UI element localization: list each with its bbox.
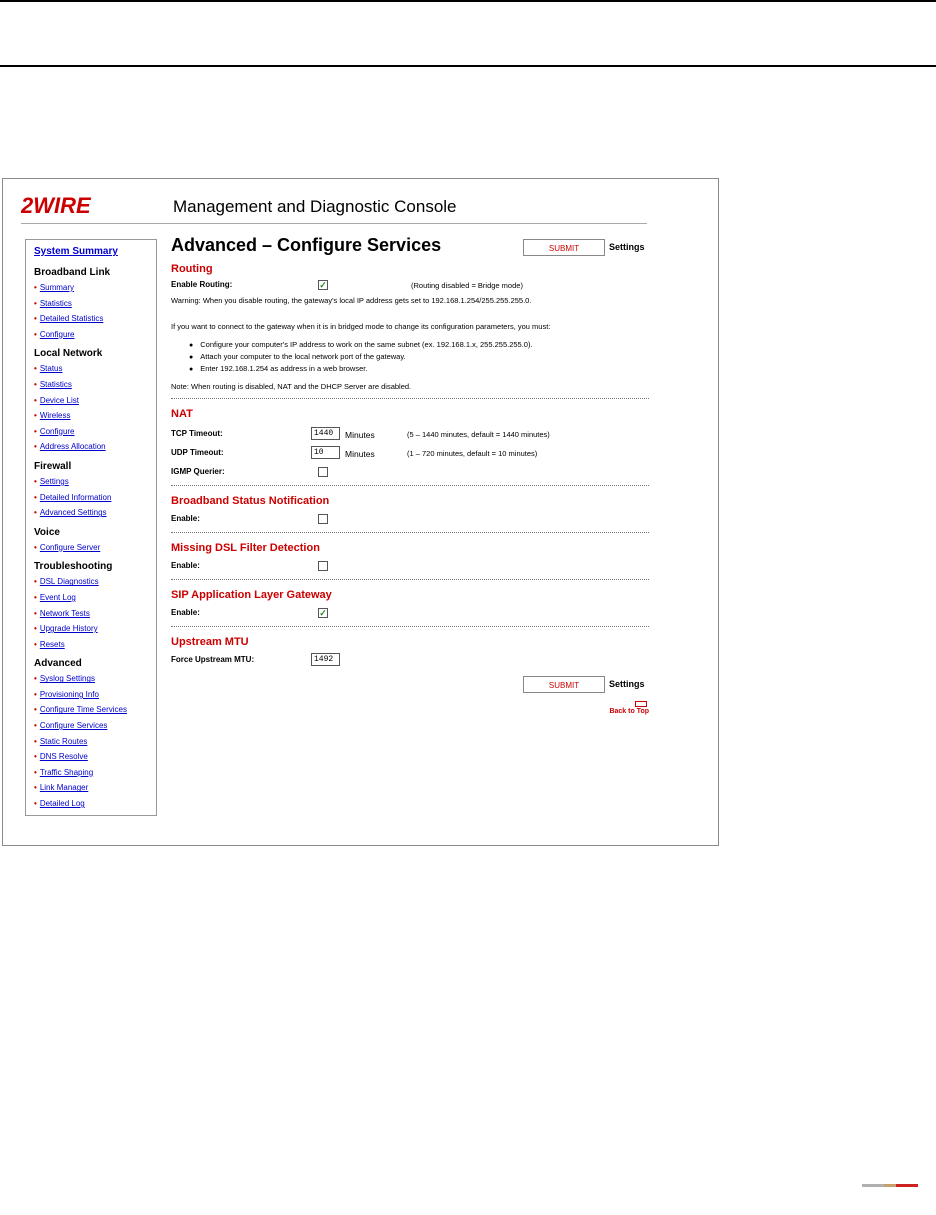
sip-alg-checkbox[interactable]: ✓	[319, 608, 327, 618]
sidebar-item-link[interactable]: Static Routes	[39, 736, 88, 746]
sidebar-item-link[interactable]: Advanced Settings	[39, 508, 107, 518]
sidebar-item-link[interactable]: Event Log	[39, 592, 76, 602]
section-divider	[171, 398, 649, 399]
sidebar-item	[34, 377, 156, 393]
sidebar-section-title: Troubleshooting	[34, 561, 113, 573]
sidebar-item-link[interactable]: Statistics	[39, 379, 72, 389]
bullet-icon: •	[34, 752, 37, 762]
sidebar-item-link[interactable]: Summary	[39, 283, 75, 292]
upstream-mtu-label: Force Upstream MTU:	[171, 655, 255, 664]
broadband-notification-heading: Broadband Status Notification	[171, 495, 330, 507]
bullet-icon: •	[34, 542, 37, 552]
sidebar-item	[34, 424, 156, 440]
bullet-icon: •	[34, 767, 37, 777]
enable-routing-checkbox[interactable]: ✓	[319, 280, 327, 290]
bullet-icon: •	[34, 426, 37, 436]
nat-heading: NAT	[171, 408, 193, 420]
sidebar-section-title: Broadband Link	[34, 267, 111, 278]
section-divider	[171, 485, 649, 486]
sidebar-item	[34, 702, 156, 718]
tcp-timeout-label: TCP Timeout:	[171, 429, 223, 438]
sidebar-sections	[34, 267, 156, 812]
sidebar-item	[34, 671, 156, 687]
sidebar-item-link[interactable]: Configure	[39, 329, 75, 339]
sidebar-item-link[interactable]: Provisioning Info	[39, 689, 99, 699]
udp-timeout-unit: Minutes	[345, 449, 375, 459]
sidebar-item	[34, 408, 156, 424]
bullet-icon: •	[34, 689, 37, 699]
sidebar-item	[34, 734, 156, 750]
dsl-filter-checkbox[interactable]	[318, 561, 328, 571]
tcp-timeout-input[interactable]: 1440	[311, 427, 340, 440]
udp-timeout-input[interactable]: 10	[311, 446, 340, 459]
tcp-timeout-unit: Minutes	[345, 430, 375, 440]
section-divider	[171, 626, 649, 627]
2wire-logo	[21, 193, 121, 219]
sidebar-item-link[interactable]: Device List	[39, 395, 79, 405]
sidebar-item-link[interactable]: Settings	[39, 476, 69, 486]
sidebar-item	[34, 780, 156, 796]
sidebar-item-link[interactable]: Configure Time Services	[39, 705, 127, 715]
routing-heading: Routing	[171, 263, 213, 275]
sidebar-item	[34, 474, 156, 490]
section-divider	[171, 532, 649, 533]
sidebar-group	[34, 561, 156, 652]
sidebar-item	[34, 796, 156, 812]
routing-disabled-note: Note: When routing is disabled, NAT and the DHCP Server are disabled.	[171, 382, 412, 391]
bullet-icon: •	[34, 508, 37, 518]
bullet-icon: •	[34, 592, 37, 602]
sidebar-item-link[interactable]: Statistics	[39, 298, 72, 308]
sidebar-item	[34, 311, 156, 327]
sidebar-item	[34, 540, 156, 556]
sidebar-nav	[25, 239, 157, 816]
bullet-icon: •	[34, 736, 37, 746]
bullet-icon: •	[34, 314, 37, 324]
console-title: Management and Diagnostic Console	[173, 197, 457, 216]
sidebar-section-title: Local Network	[34, 348, 103, 360]
sidebar-item	[34, 765, 156, 781]
sidebar-item-link[interactable]: Link Manager	[39, 783, 89, 793]
sidebar-item-link[interactable]: Traffic Shaping	[39, 767, 94, 777]
dsl-filter-heading: Missing DSL Filter Detection	[171, 542, 320, 554]
sidebar-item-link[interactable]: DSL Diagnostics	[39, 577, 99, 587]
bullet-icon: •	[34, 476, 37, 486]
top-rule	[0, 0, 936, 2]
routing-intro: If you want to connect to the gateway when it is in bridged mode to change its configuration parameters, you must:	[171, 322, 551, 331]
sidebar-item-link[interactable]: Syslog Settings	[39, 674, 95, 684]
sidebar-group	[34, 461, 156, 521]
sidebar-group	[34, 527, 156, 556]
sidebar-item-link[interactable]: Status	[39, 364, 63, 374]
sidebar-item	[34, 606, 156, 622]
sidebar-item-link[interactable]: Wireless	[39, 411, 71, 421]
bullet-icon: •	[34, 379, 37, 389]
sidebar-item	[34, 749, 156, 765]
sidebar-group	[34, 267, 156, 342]
igmp-querier-label: IGMP Querier:	[171, 467, 225, 476]
footer-bar-gray	[862, 1184, 884, 1187]
bullet-icon: •	[34, 721, 37, 731]
sidebar-item-link[interactable]: Upgrade History	[39, 624, 98, 634]
routing-note: (Routing disabled = Bridge mode)	[411, 281, 523, 290]
header-divider	[21, 223, 647, 224]
bullet-icon: •	[34, 639, 37, 649]
submit-button-top[interactable]: SUBMIT	[523, 239, 605, 256]
sidebar-item	[34, 327, 156, 343]
settings-label-top: Settings	[609, 242, 645, 252]
bullet-icon: •	[34, 608, 37, 618]
routing-warning: Warning: When you disable routing, the gateway's local IP address gets set to 192.168.1.254/255.255.255.0.	[171, 296, 532, 305]
bullet-icon: •	[34, 411, 37, 421]
sidebar-item-link[interactable]: Configure Server	[39, 542, 101, 552]
bullet-icon: •	[34, 799, 37, 809]
sidebar-item	[34, 490, 156, 506]
sidebar-item-link[interactable]: Resets	[39, 639, 65, 649]
bullet-icon: •	[34, 298, 37, 308]
section-divider	[171, 579, 649, 580]
sidebar-item-link[interactable]: Configure Services	[39, 721, 108, 731]
upstream-mtu-input[interactable]: 1492	[311, 653, 340, 666]
back-to-top-label: Back to Top	[609, 708, 649, 715]
sidebar-item-link[interactable]: Network Tests	[39, 608, 90, 618]
sidebar-item	[34, 687, 156, 703]
sidebar-item-link[interactable]: DNS Resolve	[39, 752, 88, 762]
footer-bar-red	[896, 1184, 918, 1187]
bullet-icon: •	[34, 442, 37, 452]
enable-routing-label: Enable Routing:	[171, 280, 233, 289]
submit-button-bottom[interactable]: SUBMIT	[523, 676, 605, 693]
routing-steps	[189, 339, 533, 375]
settings-label-bottom: Settings	[609, 679, 645, 689]
dsl-filter-enable-label: Enable:	[171, 561, 200, 570]
sidebar-item	[34, 280, 156, 296]
back-to-top-link[interactable]	[603, 701, 649, 715]
broadband-notification-enable-label: Enable:	[171, 514, 200, 523]
sidebar-item	[34, 393, 156, 409]
broadband-notification-checkbox[interactable]	[318, 514, 328, 524]
udp-timeout-hint: (1 – 720 minutes, default = 10 minutes)	[407, 449, 538, 458]
bullet-icon: •	[34, 364, 37, 374]
sidebar-item	[34, 505, 156, 521]
console-screenshot	[2, 178, 719, 846]
sidebar-item-link[interactable]: Address Allocation	[39, 442, 106, 452]
routing-step: ● Enter 192.168.1.254 as address in a web browser.	[189, 363, 533, 375]
tcp-timeout-hint: (5 – 1440 minutes, default = 1440 minutes)	[407, 430, 550, 439]
routing-step: ● Configure your computer's IP address to work on the same subnet (ex. 192.168.1.x, 255.255.255.0).	[189, 339, 533, 351]
sidebar-system-summary-link[interactable]: System Summary	[34, 246, 118, 257]
bullet-icon: •	[34, 674, 37, 684]
bullet-icon: •	[34, 624, 37, 634]
logo-text: 2WIRE	[21, 193, 91, 218]
sidebar-item	[34, 718, 156, 734]
sidebar-section-title: Voice	[34, 526, 60, 538]
sidebar-item	[34, 637, 156, 653]
bullet-icon: •	[34, 705, 37, 715]
sidebar-item	[34, 621, 156, 637]
sidebar-item	[34, 590, 156, 606]
bullet-icon: •	[34, 329, 37, 339]
routing-step: ● Attach your computer to the local network port of the gateway.	[189, 351, 533, 363]
bullet-icon: •	[34, 395, 37, 405]
udp-timeout-label: UDP Timeout:	[171, 448, 224, 457]
bullet-icon: •	[34, 283, 37, 292]
sidebar-item-link[interactable]: Configure	[39, 426, 75, 436]
bullet-icon: •	[34, 577, 37, 587]
bullet-icon: •	[34, 492, 37, 502]
sidebar-section-title: Firewall	[34, 460, 72, 472]
sidebar-item	[34, 574, 156, 590]
sidebar-item	[34, 361, 156, 377]
sidebar-section-title: Advanced	[34, 658, 82, 670]
sidebar-item	[34, 439, 156, 455]
sidebar-group	[34, 658, 156, 811]
footer-bar-tan	[884, 1184, 896, 1187]
header-rule	[0, 65, 936, 67]
bullet-icon: •	[34, 783, 37, 793]
sidebar-item-link[interactable]: Detailed Statistics	[39, 314, 104, 324]
sidebar-item	[34, 296, 156, 312]
sidebar-item-link[interactable]: Detailed Information	[39, 492, 112, 502]
sidebar-item-link[interactable]: Detailed Log	[39, 799, 85, 809]
upstream-mtu-heading: Upstream MTU	[171, 636, 249, 648]
page-title: Advanced – Configure Services	[171, 235, 442, 255]
sip-alg-heading: SIP Application Layer Gateway	[171, 589, 332, 601]
mail-icon	[635, 701, 647, 707]
sip-alg-enable-label: Enable:	[171, 608, 200, 617]
sidebar-group	[34, 348, 156, 455]
igmp-querier-checkbox[interactable]	[318, 467, 328, 477]
